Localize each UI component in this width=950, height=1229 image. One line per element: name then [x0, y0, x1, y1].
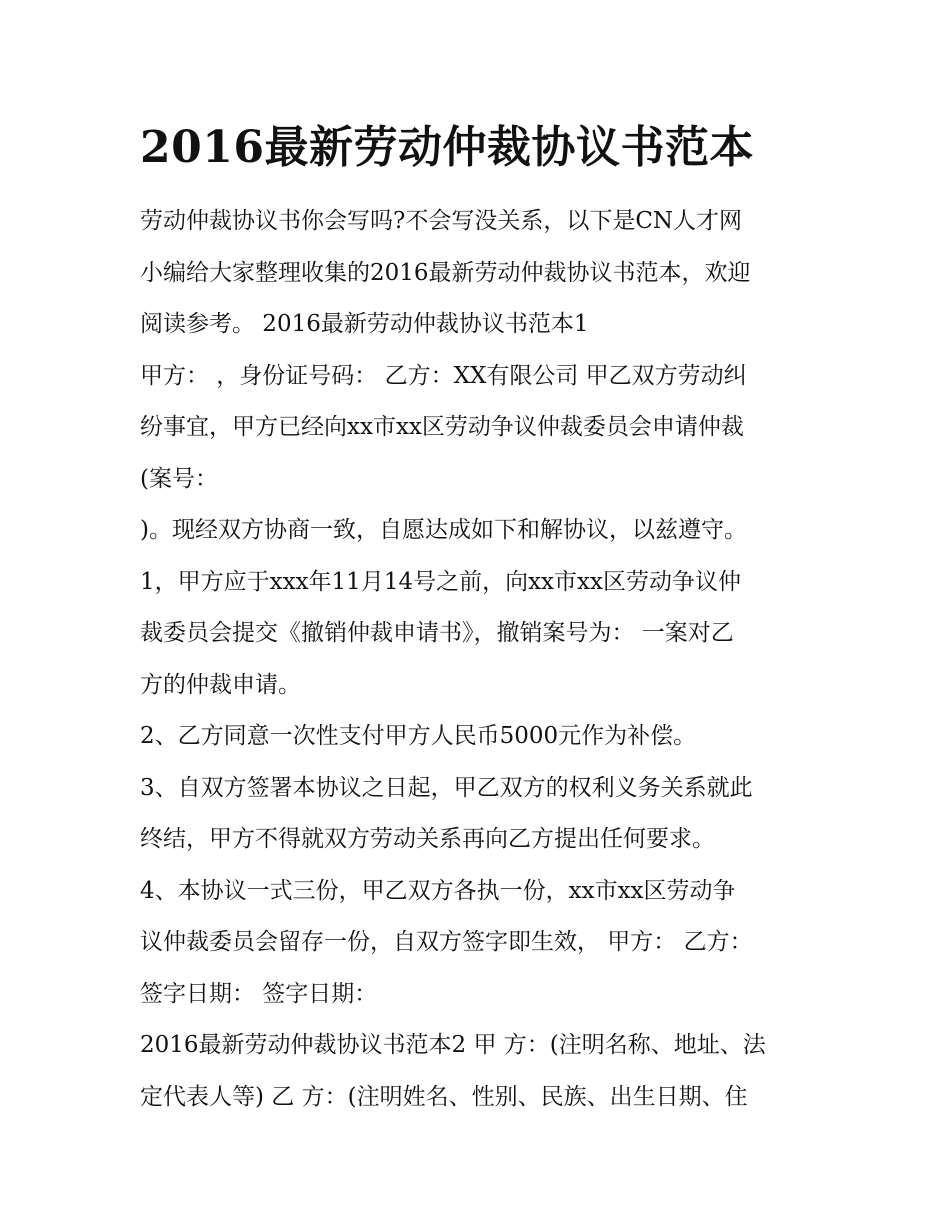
text-line: 定代表人等) 乙 方：(注明姓名、性别、民族、出生日期、住 — [140, 1083, 748, 1110]
text-line: 签字日期： 签字日期： — [140, 980, 378, 1007]
text-line: 甲方： ，身份证号码： 乙方：XX有限公司 甲乙双方劳动纠 — [140, 362, 747, 389]
text-line: 小编给大家整理收集的2016最新劳动仲裁协议书范本，欢迎 — [140, 259, 751, 286]
text-line: 纷事宜，甲方已经向xx市xx区劳动争议仲裁委员会申请仲裁 — [140, 414, 744, 440]
document-title: 2016最新劳动仲裁协议书范本 — [140, 122, 754, 173]
text-line: )。现经双方协商一致，自愿达成如下和解协议，以兹遵守。 — [140, 517, 747, 543]
text-line: 劳动仲裁协议书你会写吗?不会写没关系，以下是CN人才网 — [140, 208, 743, 234]
text-line: 3、自双方签署本协议之日起，甲乙双方的权利义务关系就此 — [140, 774, 753, 801]
text-line: 方的仲裁申请。 — [140, 671, 301, 698]
text-line: 1，甲方应于xxx年11月14号之前，向xx市xx区劳动争议仲 — [140, 568, 741, 595]
text-line: 裁委员会提交《撤销仲裁申请书》，撤销案号为： 一案对乙 — [140, 620, 734, 646]
text-line: 阅读参考。 2016最新劳动仲裁协议书范本1 — [140, 311, 589, 337]
text-line: 4、本协议一式三份，甲乙双方各执一份，xx市xx区劳动争 — [140, 877, 736, 904]
document-body — [140, 196, 820, 1123]
text-line: 终结，甲方不得就双方劳动关系再向乙方提出任何要求。 — [140, 826, 715, 852]
text-line: 2016最新劳动仲裁协议书范本2 甲 方：(注明名称、地址、法 — [140, 1032, 766, 1058]
text-line: 2、乙方同意一次性支付甲方人民币5000元作为补偿。 — [140, 723, 697, 749]
text-line: 议仲裁委员会留存一份，自双方签字即生效， 甲方： 乙方： — [140, 929, 753, 955]
text-line: (案号： — [140, 465, 218, 492]
